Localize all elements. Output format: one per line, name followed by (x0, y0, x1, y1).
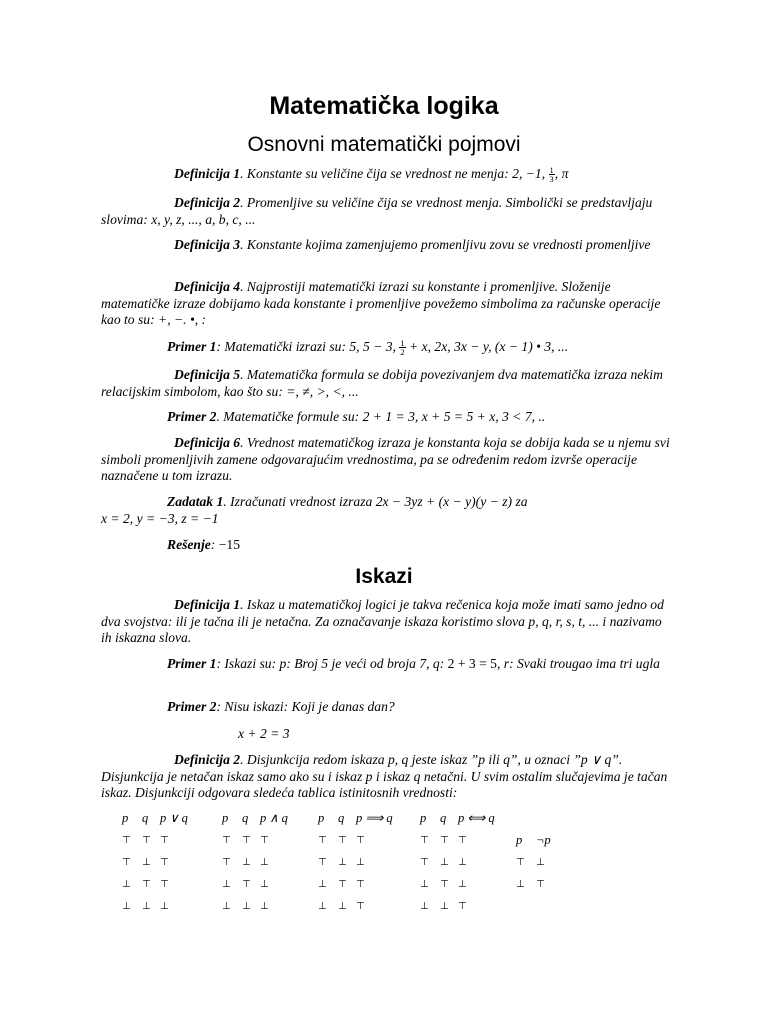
definition-6: Definicija 6. Vrednost matematičkog izraza je konstanta koja se dobija kada se u njemu svi simboli promenljivih zamene odgovarajućim vrednostima, pa se određenim redom izvrše operacije naznačene u tom izrazu. (101, 435, 670, 483)
document-title: Matematička logika (269, 92, 499, 120)
definition-2: Definicija 2. Promenljive su veličine čija se vrednost menja. Simbolički se predstavljaju slovima: x, y, z, ..., a, b, c, ... (101, 195, 653, 227)
solution: Rešenje: −15 (167, 537, 240, 552)
section-title-iskazi: Iskazi (355, 565, 413, 588)
truth-table-negation: p ¬p ⊤ ⊥ ⊥ ⊤ (516, 832, 551, 890)
equation: x + 2 = 3 (238, 726, 290, 741)
task-1: Zadatak 1. Izračunati vrednost izraza 2x − 3yz + (x − y)(y − z) za x = 2, y = −3, z = −1 (101, 494, 528, 526)
definition-5: Definicija 5. Matematička formula se dobija povezivanjem dva matematička izraza nekim relacijskim simbolom, kao što su: =, ≠, >, <, ... (101, 367, 663, 399)
example-1: Primer 1: Matematički izrazi su: 5, 5 − 3, $\frac{1}{2}$ + x, 2x, 3x − y, (x − 1) • 3, ... (167, 338, 569, 358)
document-subtitle: Osnovni matematički pojmovi (247, 133, 521, 156)
truth-table-implication: p q p ⟹ q ⊤ ⊤ ⊤ ⊤ ⊥ ⊥ ⊥ ⊤ ⊤ ⊥ ⊥ ⊤ (318, 810, 393, 912)
truth-table-conjunction: p q p ∧ q ⊤ ⊤ ⊤ ⊤ ⊥ ⊥ ⊥ ⊤ ⊥ ⊥ ⊥ ⊥ (222, 810, 288, 912)
iskazi-example-2: Primer 2: Nisu iskazi: Koji je danas dan? (167, 699, 395, 714)
fraction: $\frac{1}{2}$ (400, 338, 405, 358)
iskazi-example-1: Primer 1: Iskazi su: p: Broj 5 je veći od broja 7, q: 2 + 3 = 5, r: Svaki trougao ima tri ugla (167, 656, 660, 671)
truth-table-equivalence: p q p ⟺ q ⊤ ⊤ ⊤ ⊤ ⊥ ⊥ ⊥ ⊤ ⊥ ⊥ ⊥ ⊤ (420, 810, 495, 912)
example-2: Primer 2. Matematičke formule su: 2 + 1 = 3, x + 5 = 5 + x, 3 < 7, .. (167, 409, 546, 424)
fraction: $\frac{1}{3}$ (549, 165, 554, 185)
definition-4: Definicija 4. Najprostiji matematički izrazi su konstante i promenljive. Složenije matematičke izraze dobijamo kada konstante i promenljive povežemo simbolima za računske operacije kao to su: +, −. •, : (101, 279, 661, 327)
definition-3: Definicija 3. Konstante kojima zamenjujemo promenljivu zovu se vrednosti promenljive (174, 237, 651, 252)
truth-table-disjunction: p q p ∨ q ⊤ ⊤ ⊤ ⊤ ⊥ ⊤ ⊥ ⊤ ⊤ ⊥ ⊥ ⊥ (122, 810, 188, 912)
iskazi-definition-1: Definicija 1. Iskaz u matematičkoj logici je takva rečenica koja može imati samo jedno od dva svojstva: ili je tačna ili je netačna. Za označavanje iskaza koristimo slova p, q, r, s, t, ... i nazivamo ih iskazna slova. (101, 597, 664, 645)
iskazi-definition-2: Definicija 2. Disjunkcija redom iskaza p, q jeste iskaz ”p ili q”, u oznaci ”p ∨ q”. Disjunkcija je netačan iskaz samo ako su i iskaz p i iskaz q netačni. U svim ostalim slučajevima je tačan iskaz. Disjunkciji odgovara sledeća tablica istinitosnih vrednosti: (101, 752, 668, 800)
definition-1: Definicija 1. Konstante su veličine čija se vrednost ne menja: 2, −1, $\frac{1}{3}$ , π (174, 165, 569, 185)
